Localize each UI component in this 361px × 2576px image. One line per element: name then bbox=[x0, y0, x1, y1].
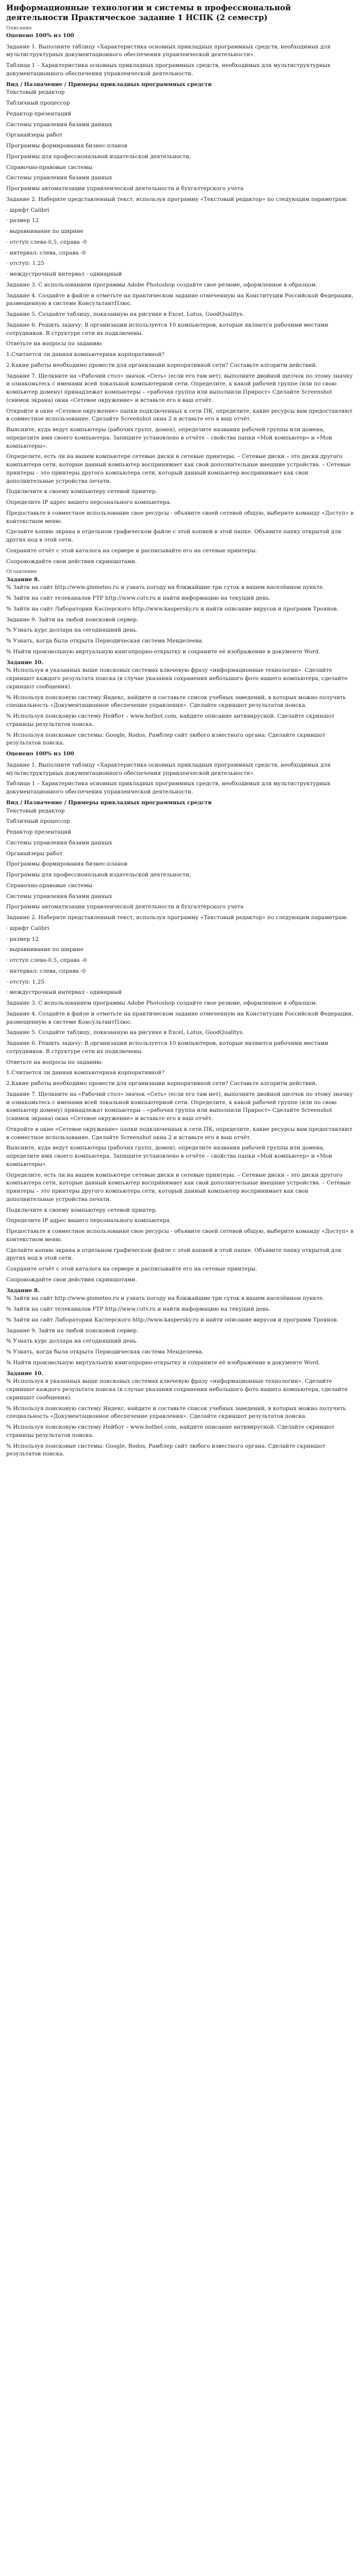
paragraph: Задание 5. Создайте таблицу, показанную на рисунке в Excel, Lotus, GoodQualitys. bbox=[6, 311, 244, 317]
paragraph: % Используя поисковую систему Нейбот – www.hotbot.com, найдите описание антивирусной. Сделайте скриншот страницы результатов поиска. bbox=[6, 1424, 335, 1438]
paragraph: · междустрочный интервал - одинарный bbox=[6, 271, 122, 277]
paragraph: · отступ слева-0,5, справа -0 bbox=[6, 957, 87, 963]
paragraph: Программы автоматизации управленческой деятельности и бухгалтерского учета bbox=[6, 904, 244, 910]
section-heading: Задание 8. bbox=[6, 1287, 40, 1294]
paragraph: · выравнивание по ширине bbox=[6, 228, 83, 234]
paragraph: % Используя в указанных выше поисковых системах ключевую фразу «информационные технологии». Сделайте скриншот каждого результата поиска (в случае указания сохранения небольшого фото нашего компьютера, сделайте скриншот сообщения). bbox=[6, 667, 348, 690]
paragraph: Сопровождайте свои действия скриншотами. bbox=[6, 558, 137, 565]
paragraph: % Зайти на сайт http://www.gismeteo.ru и узнать погоду на ближайшие три суток в вашем населённом пункте. bbox=[6, 1295, 324, 1302]
paragraph: Задание 4. Создайте в файле и отметьте на практическом задание отмеченную на Конституции Российской Федерации, размещенную в системе КонсультантПлюс. bbox=[6, 1010, 353, 1025]
paragraph: Табличный процессор bbox=[6, 818, 70, 825]
paragraph: · отступ: 1,25 bbox=[6, 260, 44, 267]
paragraph: Определите, есть ли на вашем компьютере сетевые диски и сетевые принтеры. – Сетевые диски – это диски другого компьютера сети, которые данный компьютер воспринимает как свой дополнительные внешние устройства. – Сетевые принтеры – это принтеры другого компьютера сети, который данный компьютер воспринимает как свои дополнительные устройства печати. bbox=[6, 1172, 351, 1202]
section-heading: Вид / Назначение / Примеры прикладных программных средств bbox=[6, 799, 212, 806]
paragraph: Системы управления базами данных bbox=[6, 893, 112, 900]
paragraph: 1.Считается ли данная компьютерная корпоративной? bbox=[6, 1070, 165, 1076]
paragraph: Редактор презентаций bbox=[6, 829, 72, 835]
paragraph: % Зайти на сайт телеканалов FTP http://www.cutv.ru и найти информацию на текущий день. bbox=[6, 1306, 271, 1312]
paragraph: % Используя поисковые системы: Google, Rodos, Рамблер сайт любого известного органа. Сделайте скриншот результатов поиска. bbox=[6, 1443, 325, 1458]
paragraph: Программы автоматизации управленческой деятельности и бухгалтерского учета bbox=[6, 185, 244, 192]
paragraph: % Используя поисковую систему Яндекс, найдите и составьте список учебных заведений, в которых можно получить специальность «Документационное обеспечение управления». Сделайте скриншот результатов поиска. bbox=[6, 1405, 346, 1420]
paragraph: Табличный процессор bbox=[6, 100, 70, 106]
paragraph: Определите IP адрес вашего персонального компьютера. bbox=[6, 499, 171, 505]
paragraph: · шрифт Calibri bbox=[6, 925, 49, 931]
paragraph: Сделайте копию экрана в отдельном графическом файле с этой копией в этой папке. Объявите папку открытой для других нод в этой сети. bbox=[6, 1247, 341, 1262]
paragraph: Задание 9. Зайти на любой поисковой сервер. bbox=[6, 1327, 139, 1334]
paragraph: Задание 5. Создайте таблицу, показанную на рисунке в Excel, Lotus, GoodQualitys. bbox=[6, 1029, 244, 1036]
paragraph: · отступ: 1,25 bbox=[6, 978, 44, 985]
section-heading: Задание 10. bbox=[6, 1370, 44, 1377]
paragraph: Таблица 1 – Характеристика основных прикладных программных средств, необходимых для мультиструктурных документационного обеспечения управленческой деятельности. bbox=[6, 62, 331, 77]
paragraph: Подключите к своему компьютеру сетевой принтер. bbox=[6, 1207, 158, 1213]
paragraph: Ответьте на вопросы по заданию: bbox=[6, 1059, 103, 1065]
paragraph: % Зайти на сайт http://www.gismeteo.ru и узнать погоду на ближайшие три суток в вашем населённом пункте. bbox=[6, 584, 324, 591]
paragraph: Таблица 1 – Характеристика основных прикладных программных средств, необходимых для мультиструктурных документационного обеспечения управленческой деятельности. bbox=[6, 781, 331, 795]
paragraph: Текстовый редактор bbox=[6, 807, 65, 814]
paragraph: Справочно-правовые системы bbox=[6, 164, 93, 171]
paragraph: Сопровождайте свои действия скриншотами. bbox=[6, 1276, 137, 1283]
paragraph: · интервал: слева, справа -0 bbox=[6, 249, 86, 256]
paragraph: Задание 3. С использованием программы Adobe Photoshop создайте свое резюме, оформленное в образцом. bbox=[6, 281, 318, 288]
section-heading: Задание 10. bbox=[6, 659, 44, 666]
paragraph: · интервал: слева, справа -0 bbox=[6, 968, 86, 974]
paragraph: Задание 2. Наберите представленный текст, используя программу «Текстовый редактор» по следующим параметрам: bbox=[6, 196, 348, 202]
paragraph: Программы для профессиональной издательской деятельности, bbox=[6, 153, 191, 160]
paragraph: Редактор презентаций bbox=[6, 110, 72, 117]
paragraph: % Используя в указанных выше поисковых системах ключевую фразу «информационные технологии». Сделайте скриншот каждого результата поиска (в случае указания сохранения небольшого фото нашего компьютера, сделайте скриншот сообщения). bbox=[6, 1378, 348, 1401]
paragraph: · выравнивание по ширине bbox=[6, 946, 83, 953]
paragraph: Выясните, куда ведут компьютеры (рабочих групп, домен), определите названия рабочей группы или домена, определите имя своего компьютера. Запишите установлено в отчёте – свойства папки «Мой компьютер» и «Мои компьютеры». bbox=[6, 1145, 333, 1167]
paragraph: Задание 1. Выполните таблицу «Характеристика основных прикладных программных средств, необходимых для мультиструктурных документационного обеспечения управленческой деятельности». bbox=[6, 43, 331, 58]
paragraph: Органайзеры работ bbox=[6, 850, 63, 857]
paragraph: Задание 3. С использованием программы Adobe Photoshop создайте свое резюме, оформленное в образцом. bbox=[6, 1000, 318, 1006]
paragraph: Сделайте копию экрана в отдельном графическом файле с этой копией в этой папке. Объявите папку открытой для других нод в этой сети. bbox=[6, 529, 341, 543]
paragraph: 1.Считается ли данная компьютерная корпоративной? bbox=[6, 351, 165, 358]
paragraph: Органайзеры работ bbox=[6, 132, 63, 139]
paragraph: · размер 12 bbox=[6, 936, 39, 942]
paragraph: Откройте в окне «Сетевое окружение» папки подключенных к сети ПК, определите, какие ресурсы вам предоставляют в совместное использование. Сделайте Screenshot окна 2 и вставьте его в ваш отчёт. bbox=[6, 1126, 353, 1141]
paragraph: % Узнать, когда была открыта Периодическая система Менделеева. bbox=[6, 638, 204, 644]
paragraph: Задание 9. Зайти на любой поисковой сервер. bbox=[6, 616, 139, 623]
paragraph: Подключите к своему компьютеру сетевой принтер. bbox=[6, 488, 158, 495]
section-heading: Задание 8. bbox=[6, 576, 40, 583]
paragraph: % Используя поисковую систему Нейбот – www.hotbot.com, найдите описание антивирусной. Сделайте скриншот страницы результатов поиска. bbox=[6, 713, 335, 727]
paragraph: Задание 2. Наберите представленный текст, используя программу «Текстовый редактор» по следующим параметрам: bbox=[6, 914, 348, 921]
paragraph: % Зайти на сайт телеканалов FTP http://www.cutv.ru и найти информацию на текущий день. bbox=[6, 595, 271, 601]
section-heading: Оценено 100% из 100 bbox=[6, 32, 74, 39]
paragraph: % Найти произвольную виртуальную книгопрорно-открытку и сохраните её изображение в документе Word. bbox=[6, 648, 320, 655]
paragraph: Текстовый редактор bbox=[6, 89, 65, 96]
paragraph: Задание 6. Решить задачу: В организации используется 10 компьютеров, которые являются рабочими местами сотрудников. В структуре сети их подключены. bbox=[6, 1040, 329, 1055]
paragraph: % Найти произвольную виртуальную книгопрорно-открытку и сохраните её изображение в документе Word. bbox=[6, 1359, 320, 1366]
paragraph: Программы формирования бизнес-планов bbox=[6, 143, 128, 149]
document-body bbox=[6, 25, 355, 1459]
paragraph: · отступ слева-0,5, справа -0 bbox=[6, 239, 87, 245]
page-title: Информационные технологии и системы в профессиональной деятельности Практическое задание 1 НСПК (2 семестр) bbox=[6, 3, 291, 22]
paragraph: Ответьте на вопросы по заданию: bbox=[6, 341, 103, 347]
paragraph: % Узнать курс доллара на сегодняшний день. bbox=[6, 627, 138, 634]
paragraph: Задание 7. Щелкните на «Рабочий стол» значок «Сеть» (если его там нет), выполните двойной щелчок по этому значку и ознакомьтесь с именами всей локальной компьютерной сети. Определите, к какой рабочей группе (или по свою компьютер домену) принадлежат компьютеры – «рабочая группа или выполнили Прирост» Сделайте Screenshot (снимок экрана) окна «Сетевое окружение» и вставьте его в ваш отчёт. bbox=[6, 372, 353, 403]
paragraph: · шрифт Calibri bbox=[6, 207, 49, 213]
paragraph: Системы управления базами данных bbox=[6, 839, 112, 846]
paragraph: Сохраните отчёт с этой каталога на сервере и расписывайте его на сетевые принтеры. bbox=[6, 547, 257, 554]
paragraph: Откройте в окне «Сетевое окружение» папки подключенных к сети ПК, определите, какие ресурсы вам предоставляют в совместное использование. Сделайте Screenshot окна 2 и вставьте его в ваш отчёт. bbox=[6, 408, 353, 422]
paragraph: Определите, есть ли на вашем компьютере сетевые диски и сетевые принтеры. – Сетевые диски – это диски другого компьютера сети, которые данный компьютер воспринимает как свой дополнительные внешние устройства. – Сетевые принтеры – это принтеры другого компьютера сети, который данный компьютер воспринимает как свои дополнительные устройства печати. bbox=[6, 453, 351, 484]
paragraph: Предоставьте в совместное использование свое ресурсы - объявите своей сетевой общую, выберите команду «Доступ» в контекстном меню. bbox=[6, 1228, 354, 1243]
paragraph: Системы управления базами данных bbox=[6, 175, 112, 181]
paragraph: Системы управления базами данных bbox=[6, 121, 112, 128]
paragraph: Задание 6. Решить задачу: В организации используется 10 компьютеров, которые являются рабочими местами сотрудников. В структуре сети их подключены. bbox=[6, 321, 329, 336]
paragraph: % Используя поисковые системы: Google, Rodos, Рамблер сайт любого известного органа. Сделайте скриншот результатов поиска. bbox=[6, 732, 325, 747]
paragraph: Сохраните отчёт с этой каталога на сервере и расписывайте его на сетевые принтеры. bbox=[6, 1266, 257, 1272]
section-heading: Оценено 100% из 100 bbox=[6, 751, 74, 757]
paragraph: Предоставьте в совместное использование свое ресурсы - объявите своей сетевой общую, выберите команду «Доступ» в контекстном меню. bbox=[6, 510, 354, 524]
paragraph: Задание 4. Создайте в файле и отметьте на практическом задание отмеченную на Конституции Российской Федерации, размещенную в системе КонсультантПлюс. bbox=[6, 292, 353, 307]
paragraph: Задание 7. Щелкните на «Рабочий стол» значок «Сеть» (если его там нет), выполните двойной щелчок по этому значку и ознакомьтесь с именами всей локальной компьютерной сети. Определите, к какой рабочей группе (или по свою компьютер домену) принадлежат компьютеры – «рабочая группа или выполнили Прирост» Сделайте Screenshot (снимок экрана) окна «Сетевое окружение» и вставьте его в ваш отчёт. bbox=[6, 1091, 353, 1122]
paragraph: Определите IP адрес вашего персонального компьютера. bbox=[6, 1217, 171, 1224]
paragraph: Справочно-правовые системы bbox=[6, 882, 93, 889]
paragraph: % Зайти на сайт Лаборатории Касперского http://www.kaspersky.ru и найти описание вирусов и программ Троянов. bbox=[6, 605, 339, 612]
paragraph: · размер 12 bbox=[6, 217, 39, 224]
paragraph: % Узнать курс доллара на сегодняшний день. bbox=[6, 1338, 138, 1345]
paragraph: Описание bbox=[6, 25, 32, 31]
paragraph: Программы формирования бизнес-планов bbox=[6, 861, 128, 868]
paragraph: · междустрочный интервал - одинарный bbox=[6, 989, 122, 996]
paragraph: Выясните, куда ведут компьютеры (рабочих групп, домен), определите названия рабочей группы или домена, определите имя своего компьютера. Запишите установлено в отчёте – свойства папки «Мой компьютер» и «Мои компьютеры». bbox=[6, 427, 333, 449]
paragraph: Программы для профессиональной издательской деятельности, bbox=[6, 872, 191, 878]
paragraph: 2.Какие работы необходимо провести для организации корпоративной сети? Составьте алгоритм действий. bbox=[6, 362, 318, 368]
paragraph: 2.Какие работы необходимо провести для организации корпоративной сети? Составьте алгоритм действий. bbox=[6, 1080, 318, 1087]
paragraph: % Используя поисковую систему Яндекс, найдите и составьте список учебных заведений, в которых можно получить специальность «Документационное обеспечение управления». Сделайте скриншот результатов поиска. bbox=[6, 694, 346, 709]
paragraph: % Узнать, когда была открыта Периодическая система Менделеева. bbox=[6, 1349, 204, 1355]
section-heading: Вид / Назначение / Примеры прикладных программных средств bbox=[6, 81, 212, 88]
paragraph: Оглавление bbox=[6, 569, 37, 575]
paragraph: Задание 1. Выполните таблицу «Характеристика основных прикладных программных средств, необходимых для мультиструктурных документационного обеспечения управленческой деятельности». bbox=[6, 761, 331, 776]
paragraph: % Зайти на сайт Лаборатории Касперского http://www.kaspersky.ru и найти описание вирусов и программ Троянов. bbox=[6, 1316, 339, 1323]
